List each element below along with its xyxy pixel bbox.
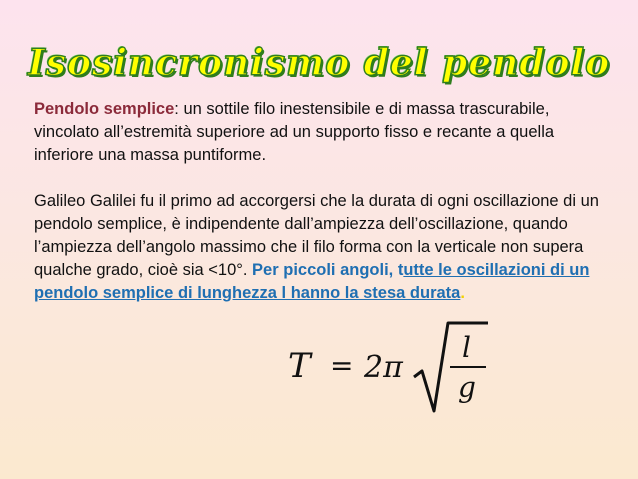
highlight-prefix: Per piccoli angoli, t	[252, 261, 404, 279]
formula-equals: =	[330, 349, 354, 382]
galileo-text: Galileo Galilei fu il primo ad accorgersi che la durata di ogni oscillazione di un pendolo semplice, è indipendente dall’ampiezza dell’oscillazione, quando l’ampiezza dell’angolo massimo che il filo forma con la verticale non supera qualche grado, cioè sia <10°.	[34, 192, 599, 279]
slide-title: Isosincronismo del pendolo	[27, 42, 611, 84]
definition-term: Pendolo semplice	[34, 100, 175, 118]
definition-paragraph	[34, 98, 614, 167]
formula-numerator: l	[462, 331, 471, 364]
highlight-underlined: utte le oscillazioni di un pendolo semplice di lunghezza l hanno la stesa durata	[34, 261, 590, 302]
formula-denominator: g	[458, 371, 476, 404]
definition-text: : un sottile filo inestensibile e di massa trascurabile, vincolato all’estremità superiore ad un supporto fisso e recante a quella inferiore una massa puntiforme.	[34, 100, 555, 164]
highlight-trailing: .	[460, 284, 465, 302]
slide-body	[34, 98, 614, 305]
formula-lhs: T	[288, 346, 311, 386]
formula-coefficient: 2π	[364, 350, 403, 385]
galileo-paragraph	[34, 190, 614, 305]
period-formula	[282, 317, 502, 417]
